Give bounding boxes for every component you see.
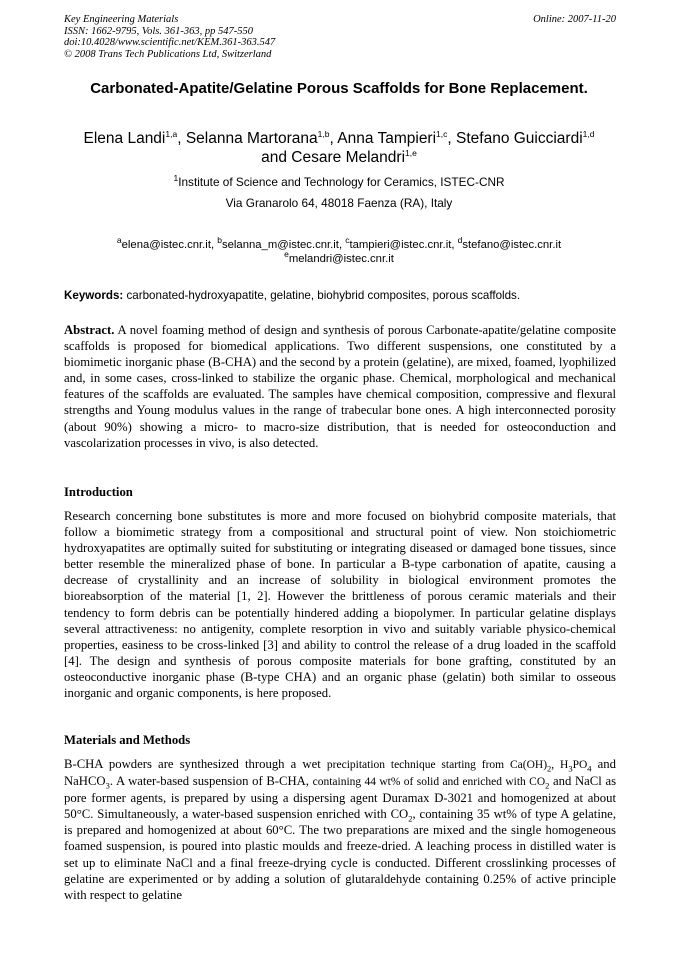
methods-text-run: B-CHA powders are synthesized through a wet (64, 757, 327, 771)
abstract (64, 322, 616, 451)
affiliation-address: Via Granarolo 64, 48018 Faenza (RA), Italy (225, 196, 453, 210)
methods-text-run: . A water-based suspension of B-CHA, (109, 774, 313, 789)
author-affil-mark: 1,a (165, 128, 178, 139)
methods-text-run: and NaHCO (64, 757, 616, 789)
online-date: Online: 2007-11-20 (533, 14, 616, 25)
author-name: and Cesare Melandri (261, 149, 406, 166)
author-affil-mark: 1,d (582, 128, 595, 139)
author-name: , Stefano Guicciardi (447, 130, 583, 147)
email-mark: c (345, 235, 350, 246)
subscript: 2 (408, 813, 413, 824)
subscript: 3 (568, 763, 573, 774)
author-affil-mark: 1,c (436, 128, 448, 139)
journal-copyright: © 2008 Trans Tech Publications Ltd, Switzerland (64, 48, 272, 60)
keywords-label: Keywords: (64, 289, 124, 302)
email-link[interactable]: selanna_m@istec.cnr.it, (221, 239, 346, 251)
email-link[interactable]: tampieri@istec.cnr.it, (349, 239, 458, 251)
email-mark: e (284, 249, 289, 260)
affiliation-mark: 1 (173, 173, 179, 184)
email-link[interactable]: melandri@istec.cnr.it (288, 253, 394, 265)
abstract-text: A novel foaming method of design and synthesis of porous Carbonate-apatite/gelatine composite scaffolds is proposed for biomedical applications. Two different suspensions, one constituted by a biomimetic inorganic phase (B-CHA) and the second by a protein (gelatine), are mixed, foamed, lyophilized and, in some cases, cross-linked to stabilize the organic phase. Chemical, morphological and mechanical features of the scaffolds are evaluated. The samples have chemical composition, compressive and flexural strengths and Young modulus values in the range of trabecular bone ones. A high interconnected porosity (about 90%) showing a micro- to macro-size distribution, that is needed for osteoconduction and vascolarization processes in vivo, is also detected. (64, 323, 616, 450)
keywords-text: carbonated-hydroxyapatite, gelatine, biohybrid composites, porous scaffolds. (123, 289, 521, 302)
section-heading-methods: Materials and Methods (64, 733, 191, 747)
affiliation-institute-text: Institute of Science and Technology for Ceramics, ISTEC-CNR (178, 175, 505, 189)
author-name: , Anna Tampieri (329, 130, 437, 147)
journal-header (64, 14, 616, 60)
affiliation-institute (40, 175, 638, 189)
journal-name: Key Engineering Materials (64, 14, 179, 25)
email-link[interactable]: stefano@istec.cnr.it (462, 239, 562, 251)
abstract-label: Abstract. (64, 323, 115, 337)
section-heading-introduction: Introduction (64, 485, 133, 499)
paper-title: Carbonated-Apatite/Gelatine Porous Scaffolds for Bone Replacement. (90, 80, 588, 97)
author-affil-mark: 1,e (405, 147, 417, 158)
methods-text-run: containing 44 wt% of solid and enriched with CO (312, 776, 546, 789)
methods-text (64, 756, 616, 903)
journal-issn: ISSN: 1662-9795, Vols. 361-363, pp 547-550 (64, 25, 253, 37)
author-affil-mark: 1,b (317, 128, 330, 139)
email-mark: a (116, 235, 122, 246)
methods-text-run: , H (551, 759, 569, 771)
subscript: 4 (587, 763, 592, 774)
keywords (64, 289, 616, 302)
author-name: Elena Landi (83, 130, 166, 147)
journal-doi: doi:10.4028/www.scientific.net/KEM.361-363.547 (64, 37, 276, 49)
email-mark: b (217, 235, 222, 246)
methods-text-run: precipitation technique starting from Ca(OH) (326, 759, 548, 771)
introduction-text: Research concerning bone substitutes is more and more focused on biohybrid composite materials, that follow a biomimetic strategy from a compositional and structural point of view. Non stoichiometric hydroxyapatites are optimally suited for substituting or integrating diseased or damaged bone tissues, since better resemble the mineralized phase of bone. In particular a B-type carbonation of apatite, causing a decrease of crystallinity and an increase of solubility in biological environment promotes the bioreabsorption of the material [1, 2]. However the brittleness of porous ceramic materials and their tendency to form debris can be potentially hindered adding a biopolymer. In particular gelatine displays several attractiveness: no antigenity, complete resorption in vivo and suitably variable physico-chemical properties, easiness to be cross-linked [3] and ability to control the release of a drug loaded in the scaffold [4]. The design and synthesis of porous composite materials for bone grafting, constituted by an osteoconductive inorganic phase (B-type CHA) and an organic phase (gelatin) both similar to osseous inorganic and organic components, is here proposed. (64, 509, 616, 701)
subscript: 2 (547, 763, 552, 774)
author-emails (40, 235, 638, 266)
email-link[interactable]: elena@istec.cnr.it, (121, 239, 218, 251)
author-list (40, 129, 638, 167)
subscript: 3 (105, 780, 110, 791)
email-mark: d (457, 235, 463, 246)
methods-text-run: and NaCl as pore former agents, is prepared by using a dispersing agent Duramax D-3021 and homogenized at about 50°C. Simultaneously, a water-based suspension enriched with CO (64, 774, 617, 822)
subscript: 2 (545, 780, 550, 791)
methods-text-run: PO (572, 759, 588, 771)
author-name: , Selanna Martorana (177, 130, 318, 147)
methods-text-run: , containing 35 wt% of type A gelatine, is prepared and homogenized at about 60°C. The two preparations are mixed and the single homogeneous foamed suspension, is poured into plastic moulds and freeze-dried. A leaching process in distilled water is set up to eliminate NaCl and a final freeze-drying cycle is conducted. Different crosslinking processes of gelatine are experimented or by adding a solution of glutaraldehyde containing 0.25% of active principle with respect to gelatine (64, 807, 616, 902)
